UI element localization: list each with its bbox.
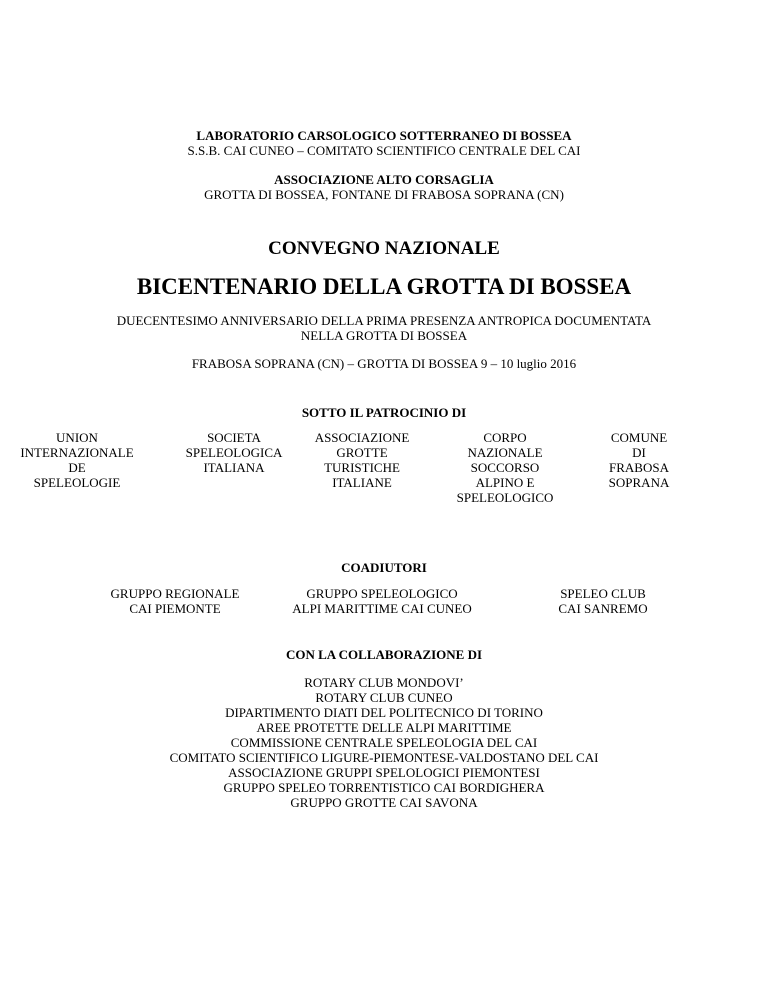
coadjutor-line: SPELEO CLUB [560,586,646,601]
collaborator-item: GRUPPO SPELEO TORRENTISTICO CAI BORDIGHERA [223,780,545,795]
collaborator-item: AREE PROTETTE DELLE ALPI MARITTIME [256,720,512,735]
patron-line: ASSOCIAZIONE [314,430,410,445]
patron-line: SPELEOLOGICA [185,445,283,460]
patron-line: CORPO [483,430,527,445]
collaborator-item: ROTARY CLUB MONDOVI’ [304,675,464,690]
patron-line: ITALIANE [332,475,392,490]
collaboration-heading: CON LA COLLABORAZIONE DI [285,647,483,662]
event-description-line1: DUECENTESIMO ANNIVERSARIO DELLA PRIMA PRESENZA ANTROPICA DOCUMENTATA [116,313,652,328]
coadjutor-line: GRUPPO SPELEOLOGICO [306,586,458,601]
assoc-subtitle: GROTTA DI BOSSEA, FONTANE DI FRABOSA SOPRANA (CN) [204,187,564,202]
collaborator-item: ASSOCIAZIONE GRUPPI SPELOLOGICI PIEMONTESI [228,765,540,780]
collaborator-item: DIPARTIMENTO DIATI DEL POLITECNICO DI TORINO [225,705,543,720]
event-description-line2: NELLA GROTTA DI BOSSEA [300,328,468,343]
patron-line: FRABOSA [609,460,669,475]
patron-line: TURISTICHE [324,460,400,475]
patron-line: NAZIONALE [467,445,543,460]
patron-line: DE [68,460,86,475]
lab-subtitle: S.S.B. CAI CUNEO – COMITATO SCIENTIFICO CENTRALE DEL CAI [187,143,581,158]
patron-line: INTERNAZIONALE [20,445,134,460]
event-kind: CONVEGNO NAZIONALE [268,238,500,259]
patronage-heading: SOTTO IL PATROCINIO DI [301,405,467,420]
coadjutor-gsam [272,586,492,616]
coadjutor-regional [90,586,260,616]
patron-ssi [172,430,296,475]
patron-line: DI [632,445,646,460]
assoc-title: ASSOCIAZIONE ALTO CORSAGLIA [274,172,494,187]
patron-line: GROTTE [336,445,388,460]
patron-line: SPELEOLOGIE [33,475,121,490]
patron-agti [300,430,424,490]
coadjutor-line: GRUPPO REGIONALE [110,586,240,601]
patron-line: ALPINO E [475,475,535,490]
patron-uis [14,430,140,490]
patron-line: SPELEOLOGICO [456,490,554,505]
coadjutors-heading: COADIUTORI [341,560,427,575]
patron-line: SOCCORSO [470,460,540,475]
patron-line: UNION [56,430,98,445]
coadjutor-line: ALPI MARITTIME CAI CUNEO [292,601,472,616]
event-place-date: FRABOSA SOPRANA (CN) – GROTTA DI BOSSEA 9 – 10 luglio 2016 [191,356,577,371]
coadjutor-line: CAI PIEMONTE [129,601,221,616]
patron-line: SOPRANA [608,475,670,490]
patron-line: COMUNE [610,430,668,445]
collaborator-item: COMMISSIONE CENTRALE SPELEOLOGIA DEL CAI [230,735,538,750]
coadjutor-sanremo [540,586,666,616]
collaborator-item: GRUPPO GROTTE CAI SAVONA [290,795,478,810]
collaborator-item: COMITATO SCIENTIFICO LIGURE-PIEMONTESE-VALDOSTANO DEL CAI [169,750,599,765]
patron-line: ITALIANA [203,460,265,475]
coadjutor-line: CAI SANREMO [558,601,648,616]
patron-cnsas [440,430,570,505]
event-title: BICENTENARIO DELLA GROTTA DI BOSSEA [136,274,632,299]
patron-comune [592,430,686,490]
patron-line: SOCIETA [207,430,261,445]
lab-title: LABORATORIO CARSOLOGICO SOTTERRANEO DI BOSSEA [196,128,572,143]
collaborator-item: ROTARY CLUB CUNEO [315,690,453,705]
